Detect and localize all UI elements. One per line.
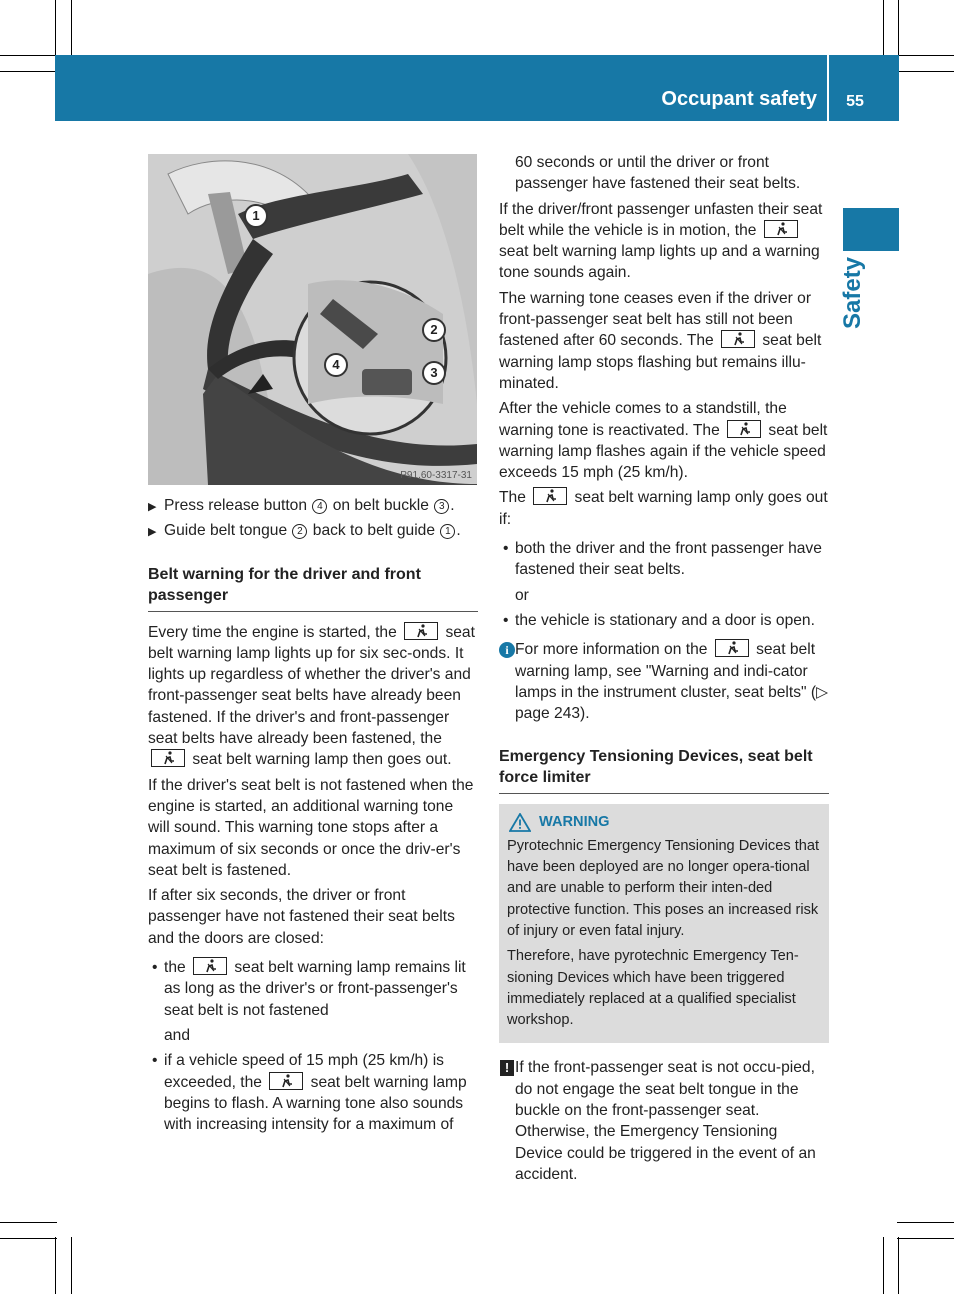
- text: After the vehicle comes to a standstill, the warning tone is reactivated. The: [499, 400, 787, 439]
- text: Every time the engine is started, the: [148, 623, 402, 641]
- seat-belt-lamp-icon: [727, 420, 761, 438]
- exclamation-icon: !: [500, 1060, 514, 1076]
- step-text: on belt buckle: [328, 497, 434, 514]
- paragraph: [499, 487, 829, 530]
- paragraph: If after six seconds, the driver or front passenger have not fastened their seat belts and the doors are closed:: [148, 887, 455, 947]
- callout-2: 2: [422, 318, 446, 342]
- text: seat belt warning lamp then goes out.: [188, 751, 452, 769]
- crop-mark: [898, 0, 899, 57]
- step-text: back to belt guide: [308, 522, 440, 540]
- text: For more information on the: [515, 641, 712, 659]
- callout-4: 4: [324, 353, 348, 377]
- info-icon: i: [499, 642, 515, 658]
- text: seat belt warning lamp remains lit as long as the driver's or front-passenger's seat belt is not fastened: [164, 959, 466, 1019]
- text: if a vehicle speed of 15 mph (25 km/h) is exceeded, the: [164, 1052, 444, 1091]
- crop-mark: [0, 55, 57, 56]
- seat-belt-lamp-icon: [151, 749, 185, 767]
- callout-1: 1: [244, 204, 268, 228]
- crop-mark: [0, 1222, 57, 1223]
- side-tab: [843, 208, 899, 251]
- crop-mark: [897, 1238, 954, 1239]
- callout-ref: 4: [312, 499, 327, 514]
- warning-text: Pyrotechnic Emergency Tensioning Devices that have been deployed are no longer opera-tional and are unable to perform their inten-ded protective function. This poses an increased risk of injury or even fatal injury.: [507, 837, 820, 939]
- text: The: [499, 489, 531, 507]
- callout-ref: 2: [292, 524, 307, 539]
- bullet-item: [148, 1050, 478, 1135]
- paragraph: [148, 622, 478, 771]
- seat-belt-lamp-icon: [269, 1072, 303, 1090]
- section-title: Occupant safety: [661, 88, 817, 110]
- crop-mark: [898, 1237, 899, 1294]
- text: seat belt warning lamp lights up for six sec-onds. It lights up regardless of whether the driver's and front-passenger seat belts have already been fastened. If the driver's and front-passenger seat belts have already been fastened, the: [148, 623, 475, 748]
- caution-note: [499, 1057, 829, 1185]
- header-divider: [827, 55, 829, 121]
- connector-word: or: [515, 586, 529, 604]
- callout-ref: 1: [440, 524, 455, 539]
- callout-ref: 3: [434, 499, 449, 514]
- bullet-item: • the vehicle is stationary and a door is open.: [499, 610, 829, 631]
- paragraph: [499, 398, 829, 483]
- instruction-step: [148, 495, 478, 516]
- crop-mark: [55, 0, 56, 57]
- seat-belt-lamp-icon: [721, 330, 755, 348]
- bullet-item: • both the driver and the front passenger have fastened their seat belts.: [499, 538, 829, 581]
- text: seat belt warning lamp only goes out if:: [499, 489, 828, 528]
- seat-belt-lamp-icon: [715, 639, 749, 657]
- text: seat belt warning lamp flashes again if the vehicle speed exceeds 15 mph (25 km/h).: [499, 421, 828, 482]
- text: seat belt warning lamp stops flashing but remains illu-minated.: [499, 332, 822, 392]
- instruction-step: [148, 520, 478, 541]
- crop-mark: [883, 1237, 884, 1294]
- text: seat belt warning lamp lights up and a warning tone sounds again.: [499, 243, 820, 282]
- paragraph: [499, 199, 829, 284]
- crop-mark: [71, 0, 72, 57]
- seat-belt-illustration: [148, 154, 477, 485]
- warning-header: [507, 812, 821, 833]
- crop-mark: [0, 71, 57, 72]
- step-text: Press release button: [164, 497, 312, 514]
- info-note: [499, 639, 829, 724]
- step-text: Guide belt tongue: [164, 522, 292, 540]
- crop-mark: [883, 0, 884, 57]
- seat-belt-lamp-icon: [533, 487, 567, 505]
- crop-mark: [897, 55, 954, 56]
- paragraph: [499, 288, 829, 394]
- section-heading: Belt warning for the driver and front passenger: [148, 564, 478, 612]
- warning-text: Therefore, have pyrotechnic Emergency Ten-sioning Devices which have been triggered immediately replaced at a qualified specialist workshop.: [507, 948, 799, 1029]
- section-heading: Emergency Tensioning Devices, seat belt force limiter: [499, 746, 829, 794]
- seat-belt-lamp-icon: [764, 220, 798, 238]
- paragraph: If the driver's seat belt is not fastened when the engine is started, an additional warning tone will sound. This warning tone stops after a maximum of six seconds or once the driv-er's seat belt is fastened.: [148, 776, 474, 879]
- paragraph: 60 seconds or until the driver or front passenger have fastened their seat belts.: [515, 154, 801, 193]
- left-column: [148, 495, 478, 1139]
- text: seat belt warning lamp, see "Warning and indi-cator lamps in the instrument cluster, seat belts" (▷ page 243).: [515, 641, 829, 723]
- text: The warning tone ceases even if the driver or front-passenger seat belt has still not been fastened after 60 seconds. The: [499, 289, 812, 350]
- crop-mark: [897, 1222, 954, 1223]
- callout-3: 3: [422, 361, 446, 385]
- right-column: [499, 152, 829, 1185]
- crop-mark: [71, 1237, 72, 1294]
- crop-mark: [55, 1237, 56, 1294]
- page-number: 55: [846, 93, 864, 110]
- text: If the driver/front passenger unfasten their seat belt while the vehicle is in motion, the: [499, 200, 823, 239]
- step-text: .: [456, 522, 461, 540]
- seat-belt-lamp-icon: [404, 622, 438, 640]
- note-text: If the front-passenger seat is not occu-pied, do not engage the seat belt tongue in the buckle on the front-passenger seat. Otherwise, the Emergency Tensioning Device could be triggered in the event of an accident.: [515, 1059, 816, 1183]
- crop-mark: [897, 71, 954, 72]
- text: the: [164, 959, 191, 977]
- warning-label: WARNING: [539, 814, 610, 831]
- warning-triangle-icon: [509, 813, 531, 832]
- figure-credit: P91.60-3317-31: [400, 470, 472, 481]
- step-text: .: [450, 497, 455, 514]
- text: seat belt warning lamp begins to flash. A warning tone also sounds with increasing intensity for a maximum of: [164, 1073, 467, 1134]
- warning-box: [499, 804, 829, 1043]
- seat-belt-lamp-icon: [193, 957, 227, 975]
- side-label: Safety: [839, 256, 866, 329]
- crop-mark: [0, 1238, 57, 1239]
- connector-word: and: [164, 1026, 191, 1044]
- bullet-item: [148, 957, 478, 1021]
